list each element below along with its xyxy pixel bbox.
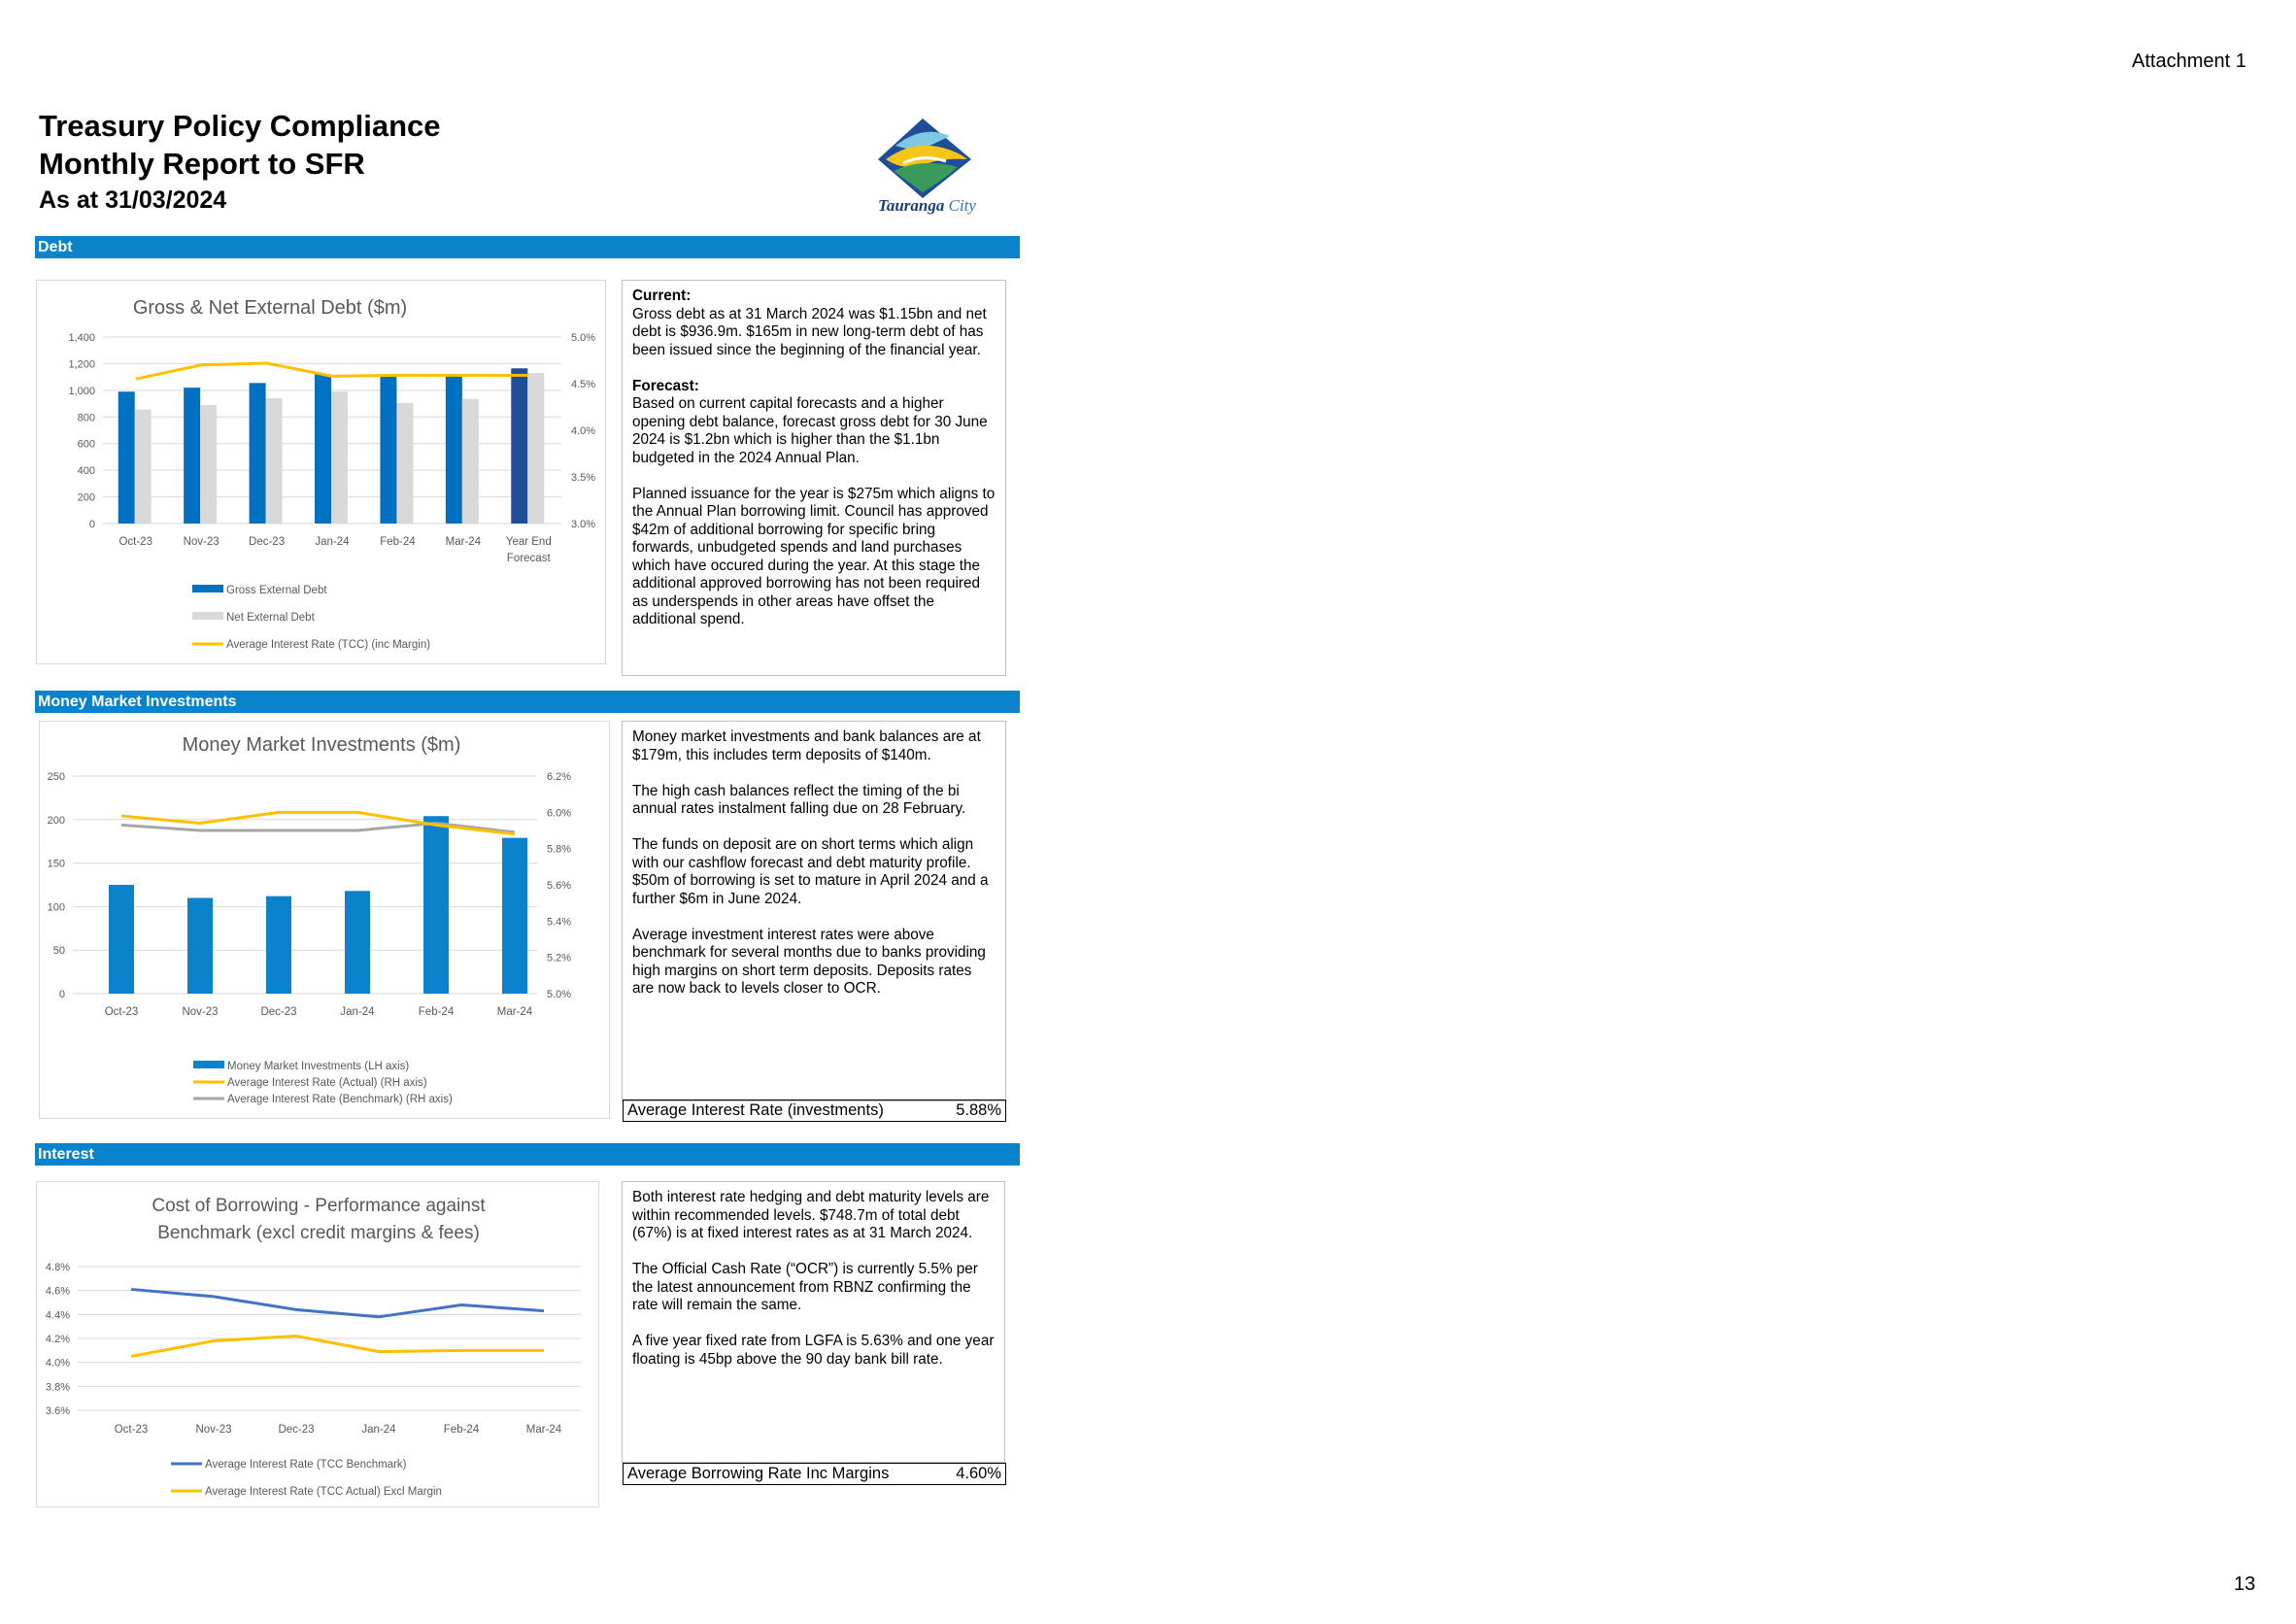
investment-rate-label: Average Interest Rate (investments) (627, 1101, 884, 1119)
x-tick-label: Dec-23 (260, 1006, 297, 1018)
legend-label: Net External Debt (226, 612, 315, 624)
legend-label: Money Market Investments (LH axis) (227, 1061, 410, 1072)
y-tick-label: 200 (47, 814, 65, 827)
section-bar-debt: Debt (35, 236, 1020, 258)
y-tick-label: 50 (52, 945, 65, 958)
forecast-body: Based on current capital forecasts and a higher opening debt balance, forecast gross debt for 30 June 2024 is $1.2bn which is higher than the $1.1bn budgeted in the 2024 Annual Plan. (632, 395, 988, 466)
chart-title: Money Market Investments ($m) (182, 734, 461, 756)
y-tick-label: 4.6% (45, 1285, 70, 1298)
gross-debt-bar (315, 374, 331, 524)
y-tick-label: 100 (47, 901, 65, 914)
borrowing-rate-label: Average Borrowing Rate Inc Margins (627, 1465, 890, 1482)
y2-tick-label: 5.0% (571, 332, 596, 344)
mmi-bar (345, 891, 370, 994)
x-tick-label: Oct-23 (104, 1006, 139, 1018)
gross-debt-bar (118, 391, 135, 524)
tcc-benchmark-line (131, 1289, 544, 1316)
x-tick-label: Oct-23 (114, 1424, 149, 1436)
y2-tick-label: 6.2% (547, 771, 572, 783)
mmi-commentary (622, 721, 1006, 1101)
chart-title: Cost of Borrowing - Performance against (152, 1196, 486, 1216)
net-debt-bar (331, 391, 348, 524)
title-line-1: Treasury Policy Compliance (39, 109, 441, 143)
y2-tick-label: 6.0% (547, 807, 572, 820)
chart-title: Benchmark (excl credit margins & fees) (157, 1223, 480, 1243)
gross-debt-bar (250, 383, 266, 524)
legend-swatch (192, 612, 223, 620)
section-bar-interest: Interest (35, 1143, 1020, 1166)
gross-net-debt-chart (37, 281, 605, 663)
gross-debt-bar (511, 368, 527, 524)
legend-swatch (192, 585, 223, 592)
report-date: As at 31/03/2024 (39, 186, 227, 214)
interest-paragraph-2: The Official Cash Rate (“OCR”) is currently 5.5% per the latest announcement from RBNZ confirming the rate will remain the same. (632, 1261, 978, 1313)
investment-rate-value: 5.88% (956, 1101, 1001, 1119)
y2-tick-label: 4.0% (571, 425, 596, 437)
y-tick-label: 4.8% (45, 1262, 70, 1273)
legend-label: Average Interest Rate (TCC) (inc Margin) (226, 639, 431, 651)
legend-label: Average Interest Rate (Benchmark) (RH axis) (227, 1094, 453, 1105)
x-tick-label: Feb-24 (380, 536, 416, 548)
interest-chart-panel (36, 1181, 599, 1507)
mmi-bar (187, 897, 213, 994)
y-tick-label: 3.8% (45, 1381, 70, 1394)
legend-label: Average Interest Rate (TCC Benchmark) (205, 1459, 407, 1471)
y-tick-label: 3.6% (45, 1405, 70, 1417)
logo-wordmark: Tauranga City (878, 196, 976, 215)
mmi-bar (109, 885, 134, 994)
y2-tick-label: 3.0% (571, 519, 596, 530)
interest-paragraph-3: A five year fixed rate from LGFA is 5.63% and one year floating is 45bp above the 90 day bank bill rate. (632, 1333, 995, 1368)
y-tick-label: 800 (77, 412, 95, 424)
mmi-paragraph-1: Money market investments and bank balances are at $179m, this includes term deposits of $140m. (632, 728, 981, 763)
investment-rate-box (623, 1100, 1006, 1122)
legend-swatch (193, 1061, 224, 1068)
debt-commentary (622, 280, 1006, 676)
report-title (39, 107, 441, 218)
forecast-heading: Forecast: (632, 377, 699, 394)
issuance-body: Planned issuance for the year is $275m which aligns to the Annual Plan borrowing limit. Council has approved $42m of additional borrowing for specific bring forwards, unbudgeted spends and land purchases which have occured during the year. At this stage the additional approved borrowing has not been required as underspends in other areas have offset the additional spend. (632, 485, 996, 627)
y-tick-label: 250 (47, 771, 65, 783)
x-tick-label: Dec-23 (249, 536, 286, 548)
x-tick-label: Year End (505, 536, 552, 548)
mmi-bar (502, 838, 527, 994)
mmi-bar (423, 816, 449, 994)
net-debt-bar (462, 399, 479, 524)
y-tick-label: 4.0% (45, 1357, 70, 1370)
net-debt-bar (396, 403, 413, 524)
mmi-paragraph-3: The funds on deposit are on short terms which align with our cashflow forecast and debt maturity profile. $50m of borrowing is set to mature in April 2024 and a further $6m in June 2024. (632, 836, 989, 907)
x-tick-label: Dec-23 (278, 1424, 315, 1436)
x-tick-label: Feb-24 (418, 1006, 455, 1018)
money-market-chart (40, 722, 609, 1118)
gross-debt-bar (184, 388, 200, 524)
tcc-actual-line (131, 1336, 544, 1357)
chart-title: Gross & Net External Debt ($m) (132, 297, 408, 319)
y2-tick-label: 5.0% (547, 989, 572, 1000)
tauranga-city-logo (874, 115, 1010, 221)
current-heading: Current: (632, 288, 692, 304)
x-tick-label: Jan-24 (315, 536, 350, 548)
net-debt-bar (200, 405, 217, 524)
x-tick-label: Mar-24 (525, 1424, 562, 1436)
y2-tick-label: 5.2% (547, 952, 572, 964)
interest-paragraph-1: Both interest rate hedging and debt maturity levels are within recommended levels. $748.7m of total debt (67%) is at fixed interest rates as at 31 March 2024. (632, 1189, 990, 1241)
x-tick-label: Nov-23 (183, 536, 219, 548)
x-tick-label: Oct-23 (118, 536, 152, 548)
mmi-chart-panel (39, 721, 610, 1119)
net-debt-bar (266, 398, 283, 524)
y2-tick-label: 3.5% (571, 472, 596, 484)
logo-mark-icon (874, 115, 1010, 198)
net-debt-bar (135, 410, 152, 524)
avg-rate-line (136, 363, 529, 379)
mmi-paragraph-2: The high cash balances reflect the timing of the bi annual rates instalment falling due on 28 February. (632, 782, 966, 817)
y2-tick-label: 5.8% (547, 843, 572, 856)
y2-tick-label: 5.4% (547, 916, 572, 929)
debt-chart-panel (36, 280, 606, 664)
interest-commentary (622, 1181, 1005, 1463)
x-tick-label: Mar-24 (445, 536, 482, 548)
x-tick-label: Nov-23 (182, 1006, 219, 1018)
borrowing-rate-value: 4.60% (956, 1465, 1001, 1482)
legend-label: Average Interest Rate (Actual) (RH axis) (227, 1077, 427, 1089)
y-tick-label: 600 (77, 438, 95, 451)
y-tick-label: 4.4% (45, 1309, 70, 1322)
mmi-bar (266, 897, 291, 994)
y2-tick-label: 5.6% (547, 880, 572, 892)
y-tick-label: 0 (58, 989, 65, 1000)
y-tick-label: 1,400 (68, 332, 95, 344)
x-tick-label: Nov-23 (195, 1424, 232, 1436)
y-tick-label: 1,000 (68, 385, 95, 397)
legend-label: Average Interest Rate (TCC Actual) Excl Margin (205, 1486, 442, 1498)
mmi-paragraph-4: Average investment interest rates were above benchmark for several months due to banks providing high margins on short term deposits. Deposits rates are now back to levels closer to OCR. (632, 926, 986, 997)
title-line-2: Monthly Report to SFR (39, 147, 365, 181)
x-tick-label: Feb-24 (443, 1424, 480, 1436)
y-tick-label: 0 (88, 519, 95, 530)
borrowing-rate-box (623, 1463, 1006, 1485)
cost-of-borrowing-chart (37, 1182, 598, 1506)
page-number: 13 (2234, 1573, 2256, 1595)
y2-tick-label: 4.5% (571, 379, 596, 390)
x-tick-label: Forecast (506, 553, 551, 564)
gross-debt-bar (446, 376, 462, 524)
attachment-label: Attachment 1 (2132, 51, 2246, 72)
y-tick-label: 4.2% (45, 1334, 70, 1345)
y-tick-label: 400 (77, 465, 95, 478)
x-tick-label: Jan-24 (361, 1424, 396, 1436)
section-bar-mmi: Money Market Investments (35, 691, 1020, 713)
legend-label: Gross External Debt (226, 585, 327, 596)
gross-debt-bar (380, 376, 396, 524)
x-tick-label: Mar-24 (496, 1006, 533, 1018)
net-debt-bar (527, 373, 544, 524)
y-tick-label: 150 (47, 858, 65, 870)
x-tick-label: Jan-24 (340, 1006, 375, 1018)
y-tick-label: 200 (77, 491, 95, 504)
current-body: Gross debt as at 31 March 2024 was $1.15bn and net debt is $936.9m. $165m in new long-term debt of has been issued since the beginning of the financial year. (632, 305, 987, 358)
y-tick-label: 1,200 (68, 358, 95, 371)
